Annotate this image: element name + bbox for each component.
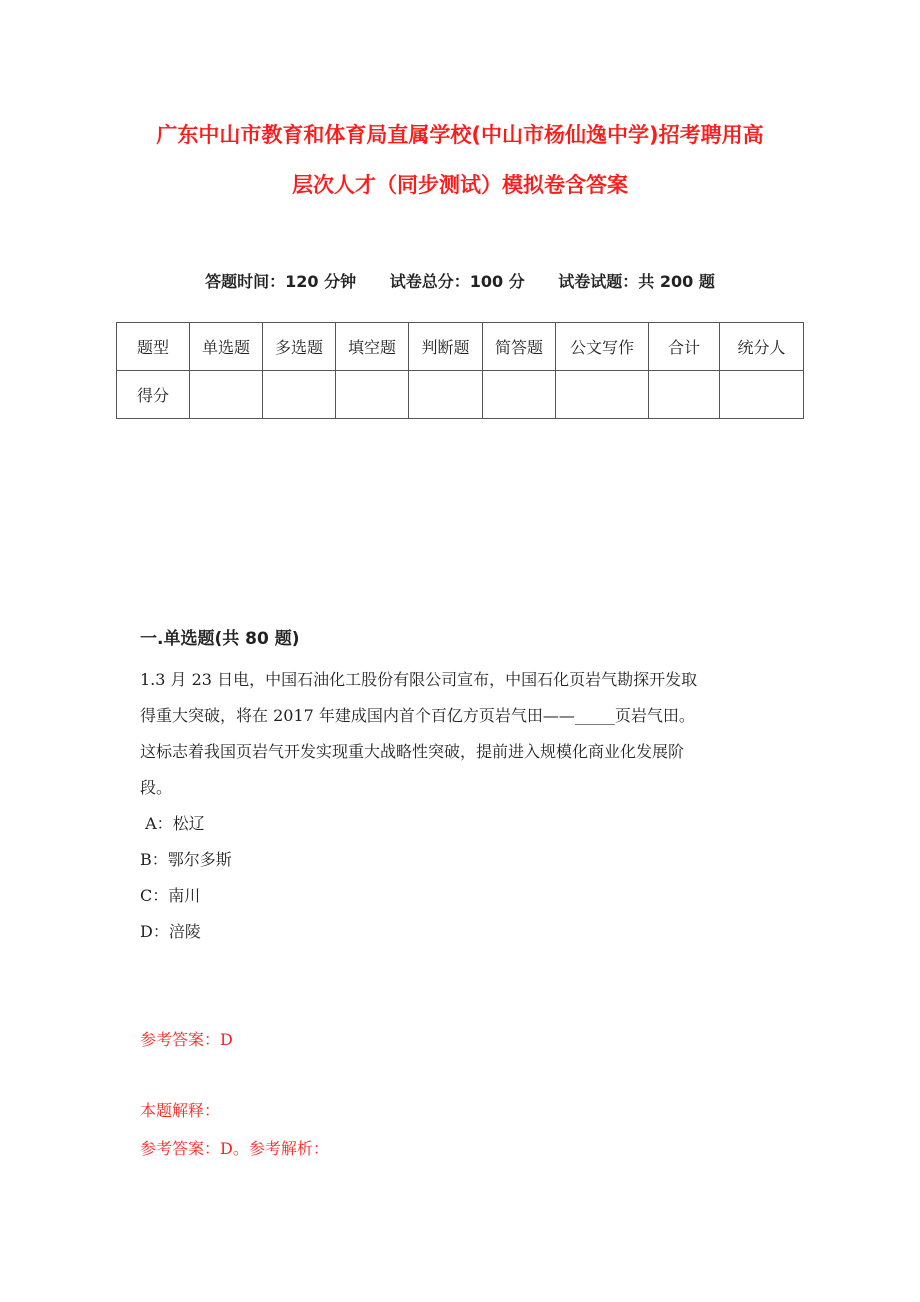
score-cell: [649, 371, 720, 419]
explanation-label: 本题解释：: [140, 1101, 221, 1120]
option-c: C：南川: [140, 886, 201, 905]
exam-total-score: 试卷总分：100 分: [389, 272, 525, 291]
exam-info: [0, 269, 920, 292]
header-cell: 填空题: [336, 323, 409, 371]
score-cell: [556, 371, 649, 419]
header-cell: 公文写作: [556, 323, 649, 371]
option-d: D：涪陵: [140, 922, 201, 941]
score-cell: [483, 371, 556, 419]
header-cell: 多选题: [263, 323, 336, 371]
score-cell: [720, 371, 804, 419]
question-options: [140, 806, 910, 950]
option-a: A：松辽: [140, 814, 205, 833]
question-line: 1.3 月 23 日电，中国石油化工股份有限公司宣布，中国石化页岩气勘探开发取: [140, 670, 698, 689]
score-table-header-row: [117, 323, 804, 371]
exam-time: 答题时间：120 分钟: [205, 272, 357, 291]
exam-question-count: 试卷试题：共 200 题: [558, 272, 715, 291]
header-cell: 统分人: [720, 323, 804, 371]
score-cell: [336, 371, 409, 419]
score-cell: [409, 371, 483, 419]
header-cell: 单选题: [190, 323, 263, 371]
question-line: 得重大突破，将在 2017 年建成国内首个百亿方页岩气田——_____页岩气田。: [140, 706, 695, 725]
document-title-line2: 层次人才（同步测试）模拟卷含答案: [292, 173, 628, 197]
section-heading: 一.单选题(共 80 题): [140, 629, 300, 649]
reference-answer: 参考答案：D: [140, 1030, 233, 1049]
score-table: [116, 322, 804, 419]
header-cell: 合计: [649, 323, 720, 371]
question-block: [140, 662, 910, 1161]
score-cell: [263, 371, 336, 419]
question-line: 段。: [140, 778, 173, 797]
question-line: 这标志着我国页岩气开发实现重大战略性突破，提前进入规模化商业化发展阶: [140, 742, 685, 761]
document-title-line1: 广东中山市教育和体育局直属学校(中山市杨仙逸中学)招考聘用高: [156, 123, 764, 147]
header-cell: 简答题: [483, 323, 556, 371]
header-cell: 判断题: [409, 323, 483, 371]
question-text: [140, 662, 910, 806]
score-table-score-row: [117, 371, 804, 419]
option-b: B：鄂尔多斯: [140, 850, 232, 869]
explanation-text: 参考答案：D。参考解析：: [140, 1139, 329, 1158]
header-cell: 题型: [117, 323, 190, 371]
score-cell: [190, 371, 263, 419]
row-label: 得分: [117, 371, 190, 419]
